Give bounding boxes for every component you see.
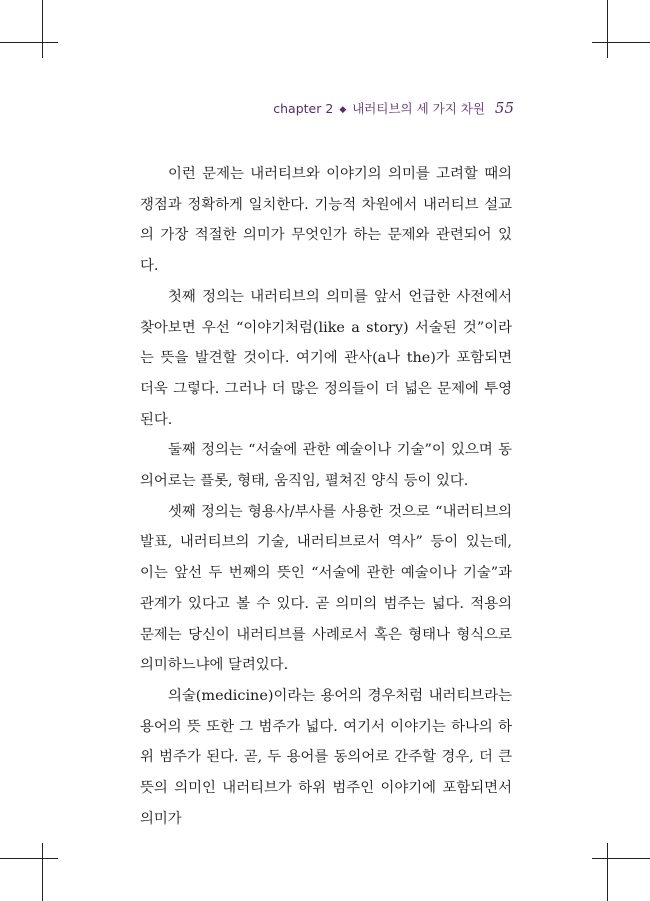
- paragraph-5: 의술(medicine)이라는 용어의 경우처럼 내러티브라는 용어의 뜻 또한 그 범주가 넓다. 여기서 이야기는 하나의 하위 범주가 된다. 곧, 두 용어를 동의어로 간주할 경우, 더 큰 뜻의 의미인 내러티브가 하위 범주인 이야기에 포함되면서 의미가: [140, 687, 512, 827]
- diamond-bullet-icon: ◆: [339, 105, 347, 115]
- page-number: 55: [494, 99, 514, 117]
- running-header: [273, 99, 514, 117]
- crop-mark-top-right-vertical: [607, 0, 608, 58]
- crop-mark-bottom-right-vertical: [607, 843, 608, 901]
- paragraph-3: 둘째 정의는 “서술에 관한 예술이나 기술”이 있으며 동의어로는 플롯, 형태, 움직임, 펼쳐진 양식 등이 있다.: [140, 442, 512, 490]
- paragraph-1: 이런 문제는 내러티브와 이야기의 의미를 고려할 때의 쟁점과 정확하게 일치한다. 기능적 차원에서 내러티브 설교의 가장 적절한 의미가 무엇인가 하는 문제와 관련되어 있다.: [140, 166, 512, 275]
- crop-mark-top-left-vertical: [42, 0, 43, 58]
- crop-mark-bottom-right-horizontal: [592, 858, 650, 859]
- crop-mark-bottom-left-horizontal: [0, 858, 58, 859]
- paragraph-2: 첫째 정의는 내러티브의 의미를 앞서 언급한 사전에서 찾아보면 우선 “이야기처럼(like a story) 서술된 것”이라는 뜻을 발견할 것이다. 여기에 관사(a나 the)가 포함되면 더욱 그렇다. 그러나 더 많은 정의들이 더 넓은 문제에 투영된다.: [140, 288, 512, 428]
- chapter-label: chapter 2: [273, 101, 334, 116]
- crop-mark-top-right-horizontal: [592, 42, 650, 43]
- crop-mark-bottom-left-vertical: [42, 843, 43, 901]
- crop-mark-top-left-horizontal: [0, 42, 58, 43]
- paragraph-4: 셋째 정의는 형용사/부사를 사용한 것으로 “내러티브의 발표, 내러티브의 기술, 내러티브로서 역사” 등이 있는데, 이는 앞선 두 번째의 뜻인 “서술에 관한 예술이나 기술”과 관계가 있다고 볼 수 있다. 곧 의미의 범주는 넓다. 적용의 문제는 당신이 내러티브를 사례로서 혹은 형태나 형식으로 의미하느냐에 달려있다.: [140, 503, 512, 674]
- body-text: [140, 159, 512, 834]
- section-title: 내러티브의 세 가지 차원: [352, 101, 485, 116]
